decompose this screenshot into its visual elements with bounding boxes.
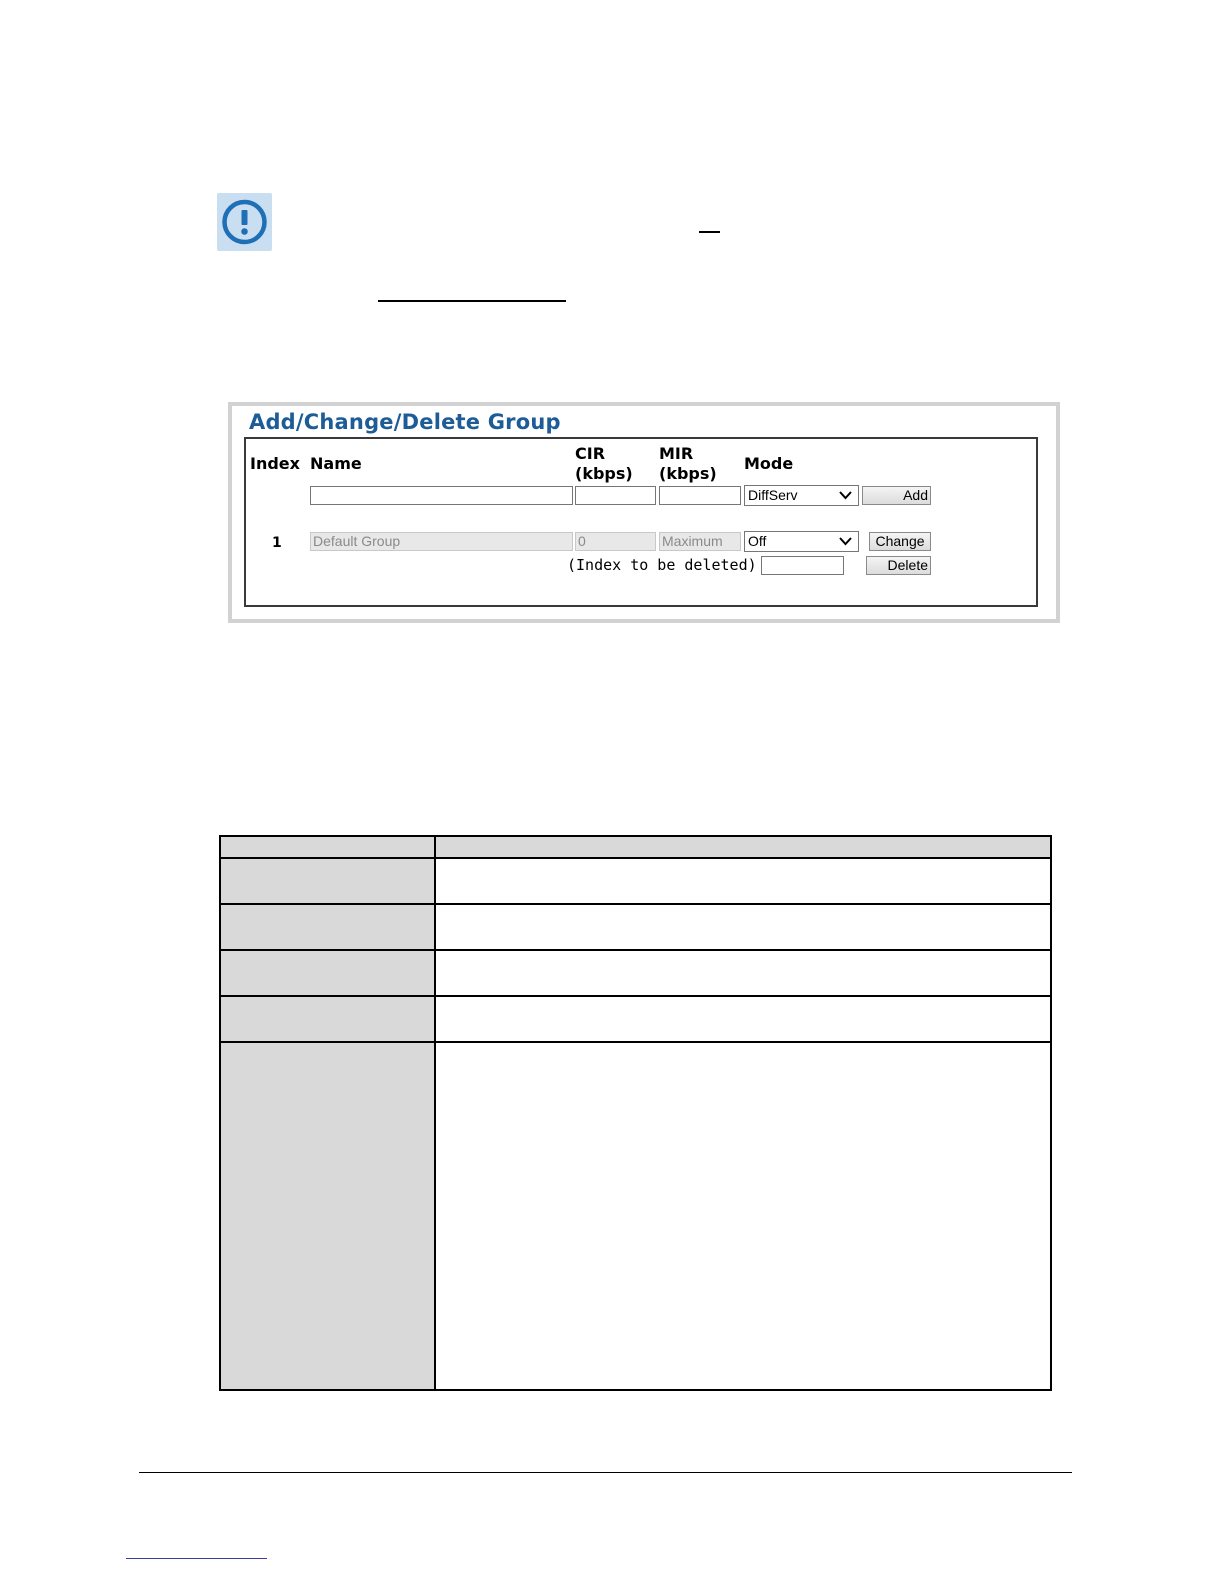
new-group-mir-input[interactable] — [659, 486, 741, 505]
table-row — [220, 858, 1051, 904]
group-fieldset — [244, 437, 1038, 607]
table-cell — [220, 858, 435, 904]
table-header-cell — [220, 836, 435, 858]
table-cell — [220, 904, 435, 950]
group-name-field: Default Group — [310, 532, 573, 551]
chevron-down-icon — [839, 490, 852, 500]
table-row — [220, 996, 1051, 1042]
header-cir: CIR (kbps) — [575, 444, 633, 483]
change-group-button[interactable]: Change — [869, 532, 931, 551]
important-note-icon — [217, 193, 272, 251]
table-row — [220, 1042, 1051, 1390]
group-index: 1 — [272, 535, 282, 551]
header-mir: MIR (kbps) — [659, 444, 717, 483]
delete-index-label: (Index to be deleted) — [567, 556, 757, 574]
table-cell — [220, 1042, 435, 1390]
parameter-table — [219, 835, 1052, 1391]
mode-select-value: Off — [748, 533, 767, 549]
underline-mark — [699, 231, 720, 233]
new-group-cir-input[interactable] — [575, 486, 656, 505]
table-header-row — [220, 836, 1051, 858]
table-cell — [435, 904, 1051, 950]
group-mir-field: Maximum — [659, 532, 741, 551]
table-cell — [435, 858, 1051, 904]
new-group-name-input[interactable] — [310, 486, 573, 505]
group-cir-field: 0 — [575, 532, 656, 551]
table-cell — [435, 996, 1051, 1042]
table-row — [220, 904, 1051, 950]
add-group-button[interactable]: Add — [862, 486, 931, 505]
delete-group-button[interactable]: Delete — [866, 556, 931, 575]
table-cell — [220, 996, 435, 1042]
footer-link-underline — [126, 1558, 267, 1559]
table-cell — [220, 950, 435, 996]
chevron-down-icon — [839, 536, 852, 546]
delete-index-input[interactable] — [761, 556, 844, 575]
group-mode-select[interactable] — [744, 531, 859, 552]
new-group-mode-select[interactable] — [744, 485, 859, 506]
table-cell — [435, 950, 1051, 996]
mode-select-value: DiffServ — [748, 487, 798, 503]
footer-divider — [139, 1472, 1072, 1473]
table-cell — [435, 1042, 1051, 1390]
group-config-panel — [228, 402, 1060, 623]
underline-mark — [378, 300, 566, 302]
table-header-cell — [435, 836, 1051, 858]
header-index: Index — [250, 454, 300, 473]
header-name: Name — [310, 454, 362, 473]
panel-title: Add/Change/Delete Group — [246, 410, 564, 434]
header-mode: Mode — [744, 454, 794, 473]
table-row — [220, 950, 1051, 996]
